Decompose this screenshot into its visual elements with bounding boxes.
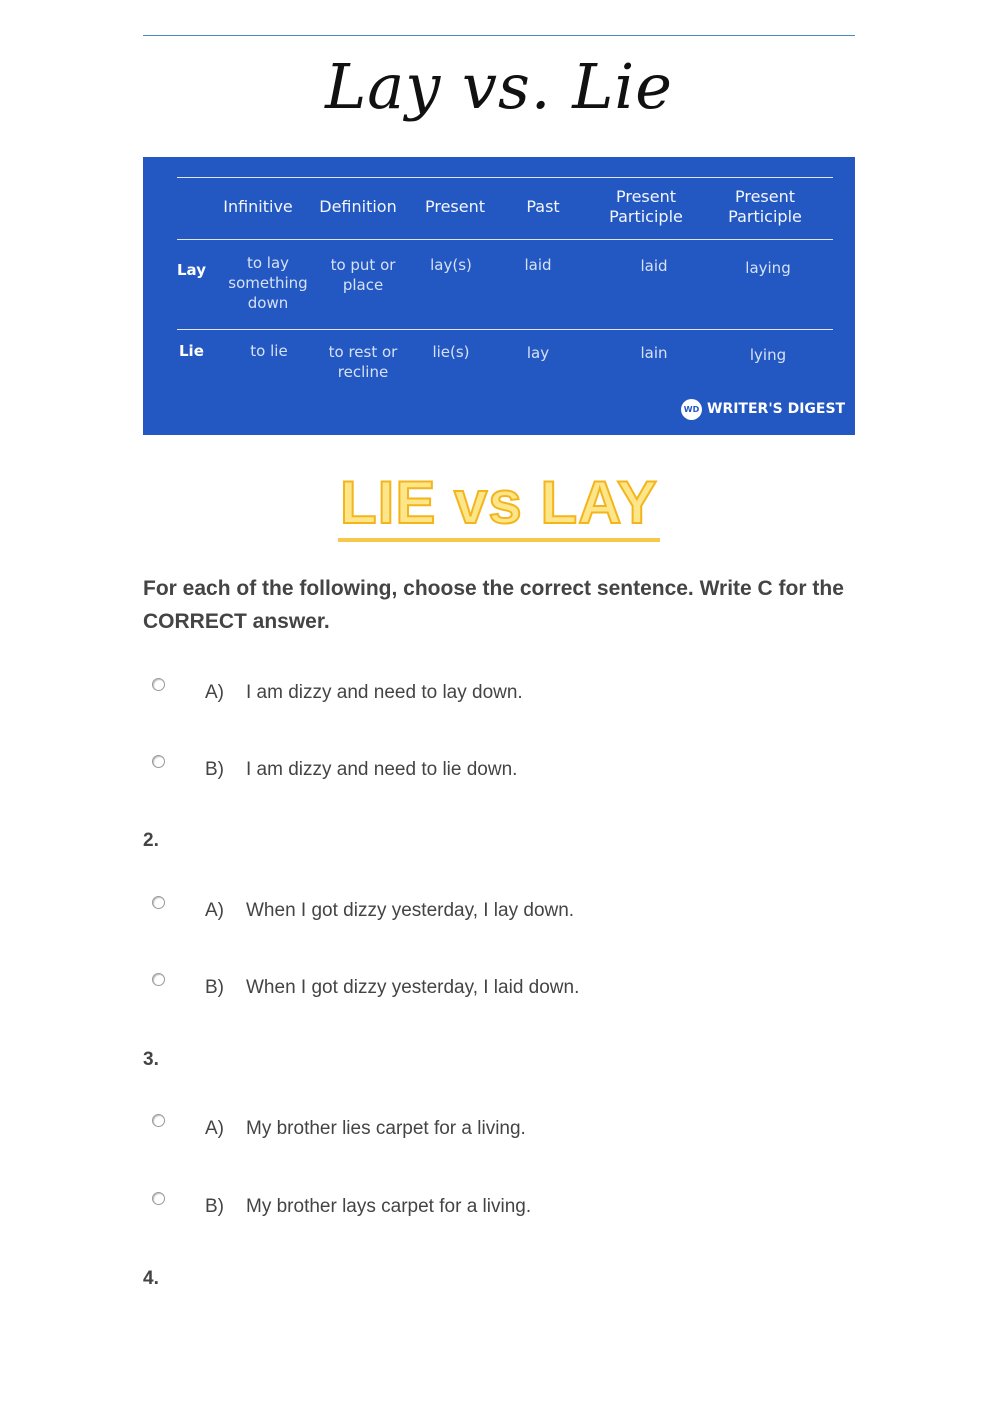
chart-header-past: Past [526,197,560,216]
option-text: I am dizzy and need to lay down. [246,682,523,703]
radio-button[interactable] [152,1192,165,1205]
chart-cell: to put or place [330,256,396,294]
chart-row-label-lay: Lay [177,261,206,279]
chart-row-label-lie: Lie [179,342,204,360]
option-text: My brother lies carpet for a living. [246,1118,526,1139]
chart-cell: laid [524,256,552,274]
option-letter: A) [205,900,224,921]
chart-rule [177,239,833,240]
logo-text: WRITER'S DIGEST [707,401,846,417]
question-number: 2. [143,830,159,851]
answer-option[interactable] [143,1114,855,1144]
chart-cell: laid [640,257,668,275]
question-number: 3. [143,1049,159,1070]
option-text: When I got dizzy yesterday, I laid down. [246,977,580,998]
option-letter: B) [205,977,224,998]
radio-button[interactable] [152,1114,165,1127]
chart-header-present-participle: Present Participle [609,187,683,226]
option-letter: A) [205,1118,224,1139]
option-letter: B) [205,1196,224,1217]
page-title: Lay vs. Lie [325,50,673,123]
chart-cell: to rest or recline [328,343,398,381]
chart-cell: lying [749,346,787,364]
radio-button[interactable] [152,973,165,986]
answer-option[interactable] [143,755,855,785]
wd-badge-icon: WD [681,399,702,420]
question-number: 4. [143,1268,159,1289]
chart-rule [177,177,833,178]
option-letter: B) [205,759,224,780]
chart-cell: lain [640,344,668,362]
chart-header-definition: Definition [319,197,397,216]
chart-cell: lie(s) [432,343,470,361]
chart-cell: to lay something down [228,254,308,312]
writers-digest-logo [681,398,845,420]
answer-option[interactable] [143,896,855,926]
answer-option[interactable] [143,973,855,1003]
option-text: My brother lays carpet for a living. [246,1196,532,1217]
chart-rule [177,329,833,330]
top-divider [143,35,855,36]
chart-cell: to lie [250,342,288,360]
instructions: For each of the following, choose the correct sentence. Write C for the CORRECT answer. [143,577,844,633]
option-letter: A) [205,682,224,703]
chart-header-present: Present [424,197,486,216]
lie-vs-lay-title [143,468,855,537]
chart-cell: laying [745,259,791,277]
option-text: I am dizzy and need to lie down. [246,759,518,780]
answer-option[interactable] [143,1192,855,1222]
chart-cell: lay [526,344,550,362]
lay-lie-chart-image [143,157,855,435]
chart-header-present-participle-2: Present Participle [728,187,802,226]
answer-option[interactable] [143,678,855,708]
chart-cell: lay(s) [430,256,472,274]
option-text: When I got dizzy yesterday, I lay down. [246,900,575,921]
chart-header-infinitive: Infinitive [223,197,293,216]
radio-button[interactable] [152,678,165,691]
radio-button[interactable] [152,896,165,909]
lie-vs-lay-title-text: LIE vs LAY [338,469,660,542]
radio-button[interactable] [152,755,165,768]
